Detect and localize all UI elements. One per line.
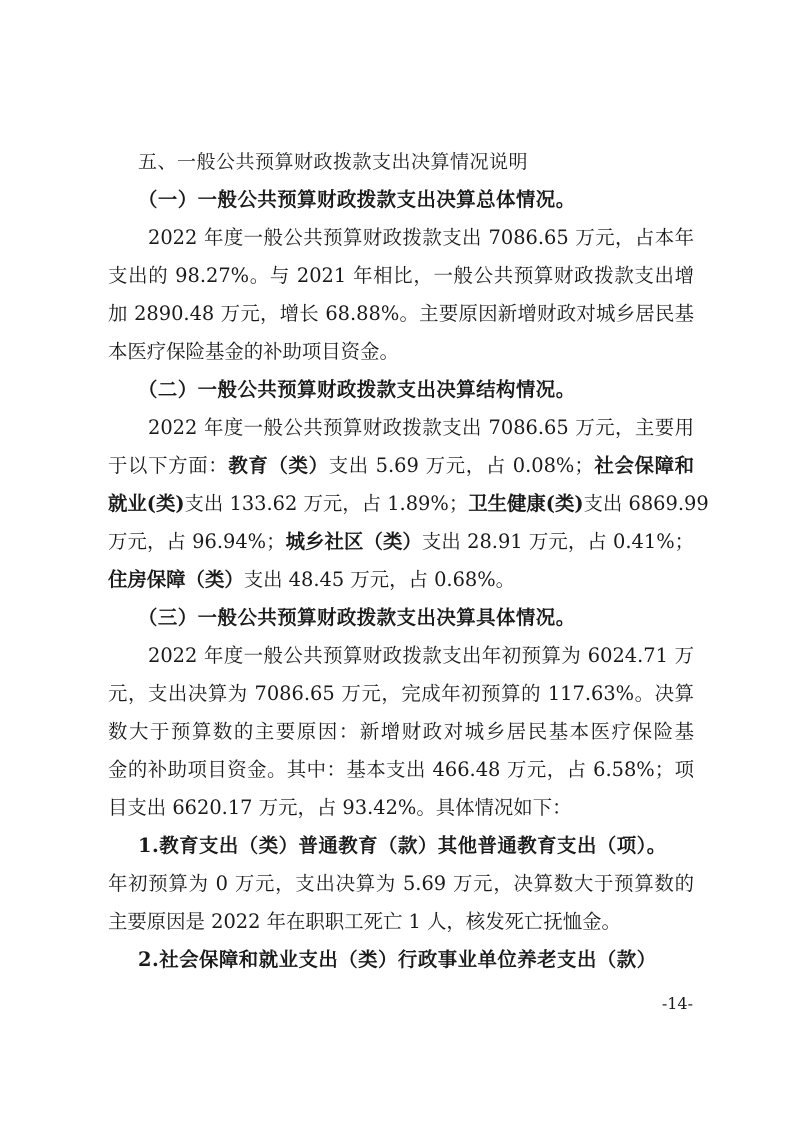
category-social-security: 社会保障和 [593,454,695,477]
paragraph-line: 支出的 98.27%。与 2021 年相比，一般公共预算财政拨款支出增 [108,264,694,287]
item-heading-education: 1.教育支出（类）普通教育（款）其他普通教育支出（项）。 [138,834,667,857]
paragraph-line: 元，支出决算为 7086.65 万元，完成年初预算的 117.63%。决算 [108,682,694,705]
paragraph-line [108,523,694,561]
category-employment: 就业(类) [108,492,185,515]
subsection-heading-overall: （一）一般公共预算财政拨款支出决算总体情况。 [138,188,576,211]
text-run: 支出 5.69 万元，占 0.08%； [328,454,594,477]
text-run: 万元，占 96.94%； [108,530,286,553]
paragraph-line [108,561,694,599]
document-body [108,143,709,979]
item-heading-social-security: 2.社会保障和就业支出（类）行政事业单位养老支出（款） [138,948,657,971]
page-number: -14- [661,994,693,1013]
paragraph-line: 2022 年度一般公共预算财政拨款支出 7086.65 万元，占本年 [148,226,694,249]
category-housing: 住房保障（类） [108,568,244,591]
text-run: 支出 48.45 万元，占 0.68%。 [243,568,516,591]
paragraph-line: 主要原因是 2022 年在职职工死亡 1 人，核发死亡抚恤金。 [108,910,621,933]
paragraph-line: 加 2890.48 万元，增长 68.88%。主要原因新增财政对城乡居民基 [108,302,694,325]
category-education: 教育（类） [228,454,329,477]
text-run: 于以下方面： [108,454,229,477]
text-run: 支出 6869.99 [583,492,709,515]
category-urban-rural: 城乡社区（类） [285,530,422,553]
category-health: 卫生健康(类) [468,492,584,515]
paragraph-line: 数大于预算数的主要原因：新增财政对城乡居民基本医疗保险基 [108,720,694,743]
paragraph-line: 金的补助项目资金。其中：基本支出 466.48 万元，占 6.58%；项 [108,758,694,781]
paragraph-line: 本医疗保险基金的补助项目资金。 [108,340,399,363]
paragraph-line: 2022 年度一般公共预算财政拨款支出年初预算为 6024.71 万 [148,644,694,667]
subsection-heading-detail: （三）一般公共预算财政拨款支出决算具体情况。 [138,606,576,629]
section-title: 五、一般公共预算财政拨款支出决算情况说明 [138,151,529,173]
text-run: 支出 133.62 万元，占 1.89%； [184,492,469,515]
paragraph-line: 目支出 6620.17 万元，占 93.42%。具体情况如下： [108,796,572,819]
paragraph-line [108,485,709,523]
paragraph-line [108,447,694,485]
paragraph-line: 2022 年度一般公共预算财政拨款支出 7086.65 万元，主要用 [148,416,694,439]
subsection-heading-structure: （二）一般公共预算财政拨款支出决算结构情况。 [138,378,576,401]
paragraph-line: 年初预算为 0 万元，支出决算为 5.69 万元，决算数大于预算数的 [108,872,694,895]
text-run: 支出 28.91 万元，占 0.41%； [421,530,695,553]
